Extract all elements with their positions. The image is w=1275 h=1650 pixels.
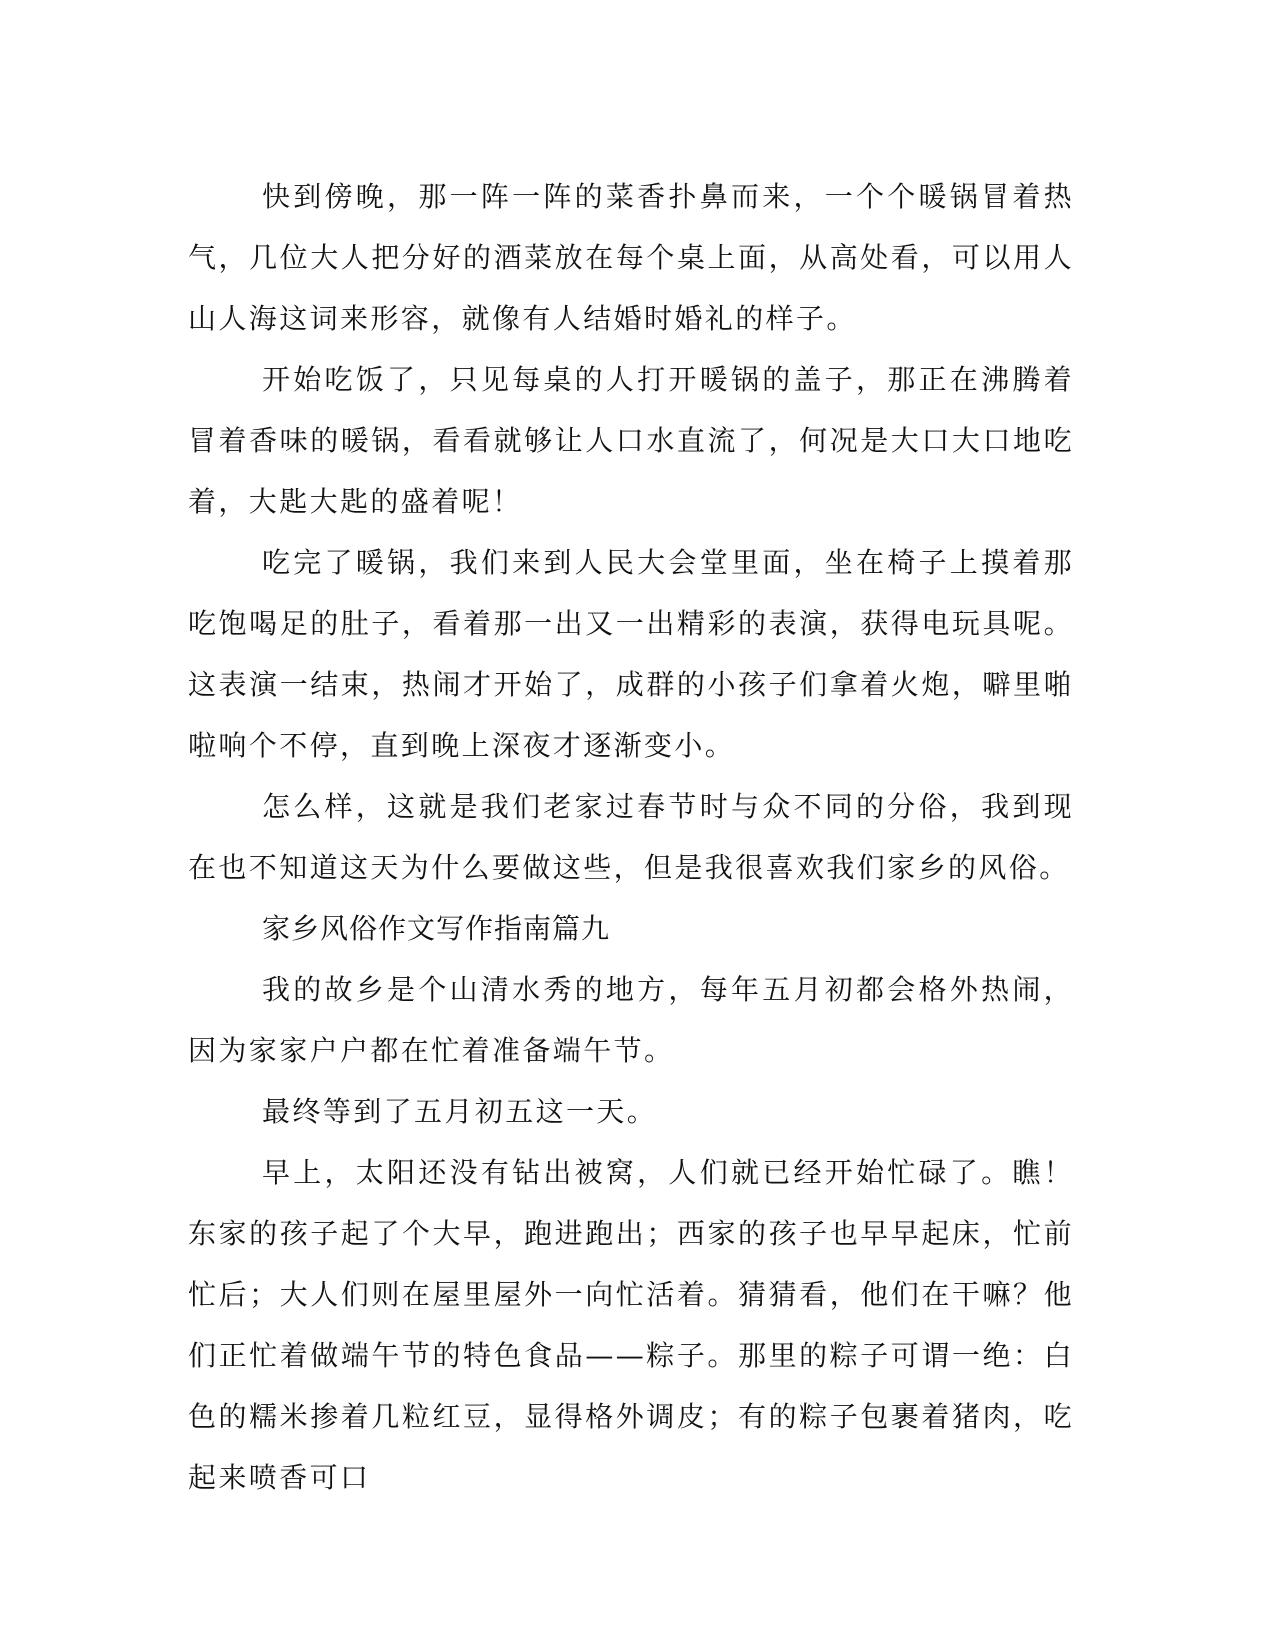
section-heading: 家乡风俗作文写作指南篇九 [262, 912, 611, 945]
paragraph-performance: 吃完了暖锅，我们来到人民大会堂里面，坐在椅子上摸着那吃饱喝足的肚子，看着那一出又一出精彩的表演，获得电玩具呢。这表演一结束，热闹才开始了，成群的小孩子们拿着火炮，噼里啪啦响个不停，直到晚上深夜才逐渐变小。 [188, 546, 1074, 762]
paragraph-conclusion: 怎么样，这就是我们老家过春节时与众不同的分俗，我到现在也不知道这天为什么要做这些，但是我很喜欢我们家乡的风俗。 [188, 790, 1074, 884]
paragraph-fifth-day: 最终等到了五月初五这一天。 [262, 1095, 658, 1128]
paragraph-hometown-intro: 我的故乡是个山清水秀的地方，每年五月初都会格外热闹，因为家家户户都在忙着准备端午节。 [188, 973, 1074, 1067]
paragraph-zongzi: 早上，太阳还没有钻出被窝，人们就已经开始忙碌了。瞧！东家的孩子起了个大早，跑进跑出；西家的孩子也早早起床，忙前忙后；大人们则在屋里屋外一向忙活着。猜猜看，他们在干嘛？他们正忙着做端午节的特色食品——粽子。那里的粽子可谓一绝：白色的糯米掺着几粒红豆，显得格外调皮；有的粽子包裹着猪肉，吃起来喷香可口 [188, 1156, 1074, 1494]
paragraph-evening-feast: 快到傍晚，那一阵一阵的菜香扑鼻而来，一个个暖锅冒着热气，几位大人把分好的酒菜放在每个桌上面，从高处看，可以用人山人海这词来形容，就像有人结婚时婚礼的样子。 [188, 180, 1074, 335]
paragraph-dinner-start: 开始吃饭了，只见每桌的人打开暖锅的盖子，那正在沸腾着冒着香味的暖锅，看看就够让人口水直流了，何况是大口大口地吃着，大匙大匙的盛着呢！ [188, 363, 1074, 518]
document-body [188, 166, 1074, 1508]
